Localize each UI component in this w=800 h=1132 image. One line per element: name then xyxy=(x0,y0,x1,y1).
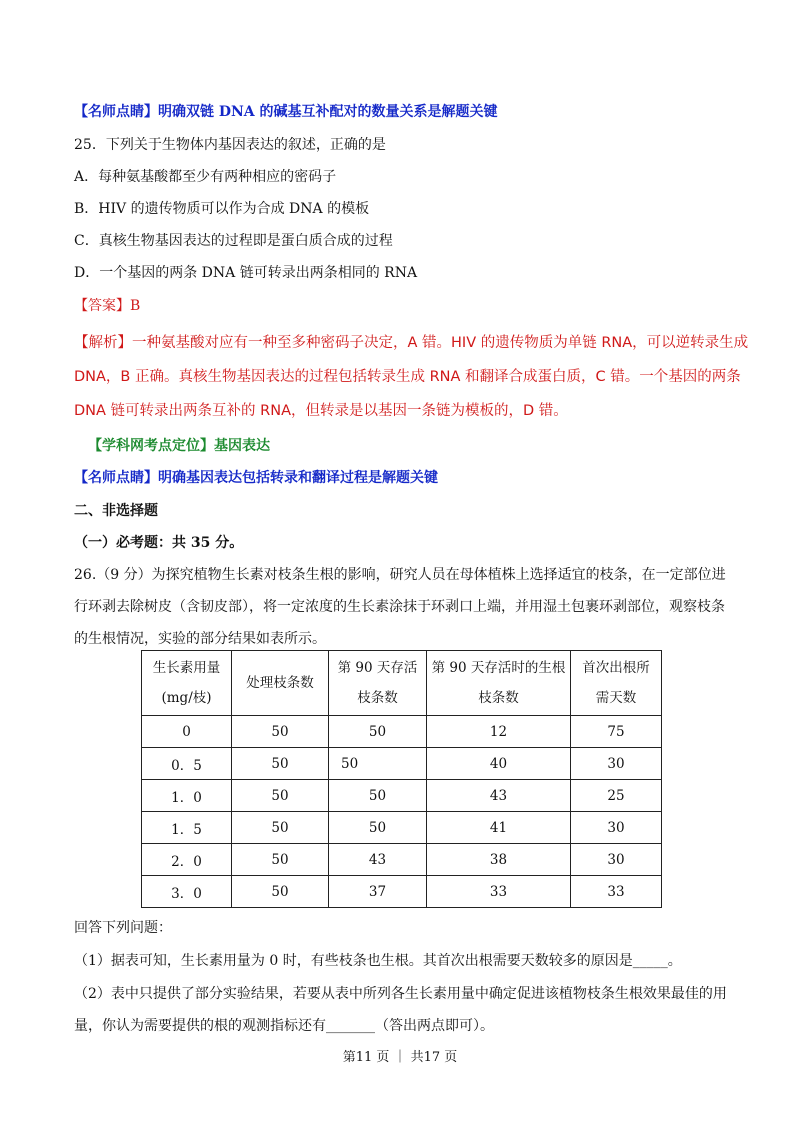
header-treated: 处理枝条数 xyxy=(232,651,329,716)
table-cell: 30 xyxy=(571,748,662,780)
table-cell: 12 xyxy=(427,716,571,748)
q25-location: 【学科网考点定位】基因表达 xyxy=(88,438,270,454)
table-cell: 33 xyxy=(571,876,662,908)
page-footer: 第11 页 ｜ 共17 页 xyxy=(342,1050,458,1065)
table-cell: 43 xyxy=(329,844,427,876)
q26-sub2-line: 量，你认为需要提供的根的观测指标还有_______（答出两点即可）。 xyxy=(74,1018,494,1034)
table-cell: 30 xyxy=(571,812,662,844)
table-cell: 50 xyxy=(232,876,329,908)
table-row xyxy=(142,812,662,844)
q26-prompt: 回答下列问题： xyxy=(74,920,172,936)
table-cell: 75 xyxy=(571,716,662,748)
subsection-title: （一）必考题：共 35 分。 xyxy=(74,535,244,551)
q25-analysis xyxy=(74,326,749,428)
table-row xyxy=(142,748,662,780)
q25-option-d: D．一个基因的两条 DNA 链可转录出两条相同的 RNA xyxy=(74,265,418,281)
table-cell: 0 xyxy=(142,716,232,748)
q25-option-c: C．真核生物基因表达的过程即是蛋白质合成的过程 xyxy=(74,233,393,249)
table-cell: 50 xyxy=(329,716,427,748)
analysis-line: 【解析】一种氨基酸对应有一种至多种密码子决定，A 错。HIV 的遗传物质为单链 RNA，可以逆转录生成 xyxy=(74,335,749,351)
table-cell: 25 xyxy=(571,780,662,812)
q25-answer: 【答案】B xyxy=(74,298,141,314)
table-row xyxy=(142,780,662,812)
table-cell: 50 xyxy=(232,748,329,780)
table-cell: 33 xyxy=(427,876,571,908)
table-cell: 0．5 xyxy=(142,748,232,780)
section-title: 二、非选择题 xyxy=(74,503,158,519)
table-cell: 37 xyxy=(329,876,427,908)
q25-option-a: A．每种氨基酸都至少有两种相应的密码子 xyxy=(74,169,337,185)
table-cell: 3．0 xyxy=(142,876,232,908)
table-row xyxy=(142,716,662,748)
q25-stem: 25．下列关于生物体内基因表达的叙述，正确的是 xyxy=(74,137,386,153)
q26-intro-line: 行环剥去除树皮（含韧皮部），将一定浓度的生长素涂抹于环剥口上端，并用湿土包裹环剥部位，观察枝条 xyxy=(74,599,725,615)
table-row xyxy=(142,844,662,876)
table-header-row xyxy=(142,651,662,716)
tip-previous: 【名师点睛】明确双链 DNA 的碱基互补配对的数量关系是解题关键 xyxy=(74,104,498,120)
table-cell: 50 xyxy=(232,780,329,812)
q25-tip: 【名师点睛】明确基因表达包括转录和翻译过程是解题关键 xyxy=(74,470,438,486)
q26-intro-line: 26.（9 分）为探究植物生长素对枝条生根的影响，研究人员在母体植株上选择适宜的枝条，在一定部位进 xyxy=(74,567,726,583)
table-cell: 41 xyxy=(427,812,571,844)
table-row xyxy=(142,876,662,908)
table-cell: 43 xyxy=(427,780,571,812)
header-survived: 第 90 天存活 枝条数 xyxy=(329,651,427,716)
header-dose: 生长素用量 (mg/枝) xyxy=(142,651,232,716)
table-cell: 50 xyxy=(329,780,427,812)
table-cell: 50 xyxy=(329,748,427,780)
q26-sub2-line: （2）表中只提供了部分实验结果，若要从表中所列各生长素用量中确定促进该植物枝条生根效果最佳的用 xyxy=(74,986,727,1002)
table-cell: 1．5 xyxy=(142,812,232,844)
analysis-line: DNA，B 正确。真核生物基因表达的过程包括转录生成 RNA 和翻译合成蛋白质，C 错。一个基因的两条 xyxy=(74,369,741,385)
results-table xyxy=(141,650,662,908)
q25-option-b: B．HIV 的遗传物质可以作为合成 DNA 的模板 xyxy=(74,201,370,217)
table-cell: 1．0 xyxy=(142,780,232,812)
table-cell: 50 xyxy=(329,812,427,844)
table-cell: 40 xyxy=(427,748,571,780)
q26-intro-line: 的生根情况，实验的部分结果如表所示。 xyxy=(74,631,326,647)
table-cell: 38 xyxy=(427,844,571,876)
header-days: 首次出根所 需天数 xyxy=(571,651,662,716)
table-cell: 2．0 xyxy=(142,844,232,876)
table-cell: 30 xyxy=(571,844,662,876)
table-cell: 50 xyxy=(232,812,329,844)
analysis-line: DNA 链可转录出两条互补的 RNA，但转录是以基因一条链为模板的，D 错。 xyxy=(74,403,568,419)
table-cell: 50 xyxy=(232,844,329,876)
q26-sub1: （1）据表可知，生长素用量为 0 时，有些枝条也生根。其首次出根需要天数较多的原因是_____。 xyxy=(74,953,682,969)
header-rooted: 第 90 天存活时的生根 枝条数 xyxy=(427,651,571,716)
table-cell: 50 xyxy=(232,716,329,748)
